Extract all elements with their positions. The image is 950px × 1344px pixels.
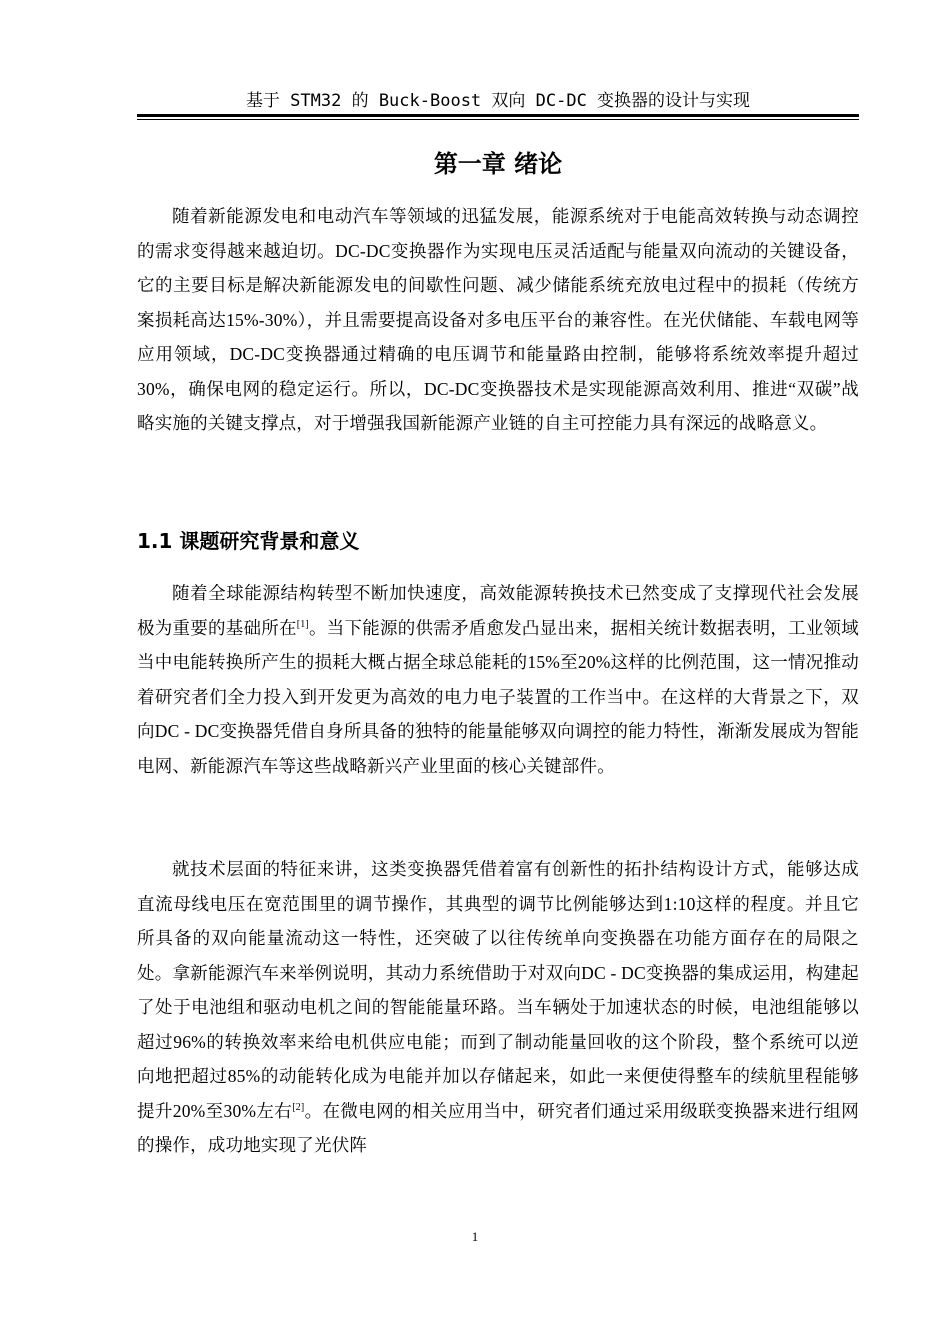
chapter-title: 第一章 绪论 (433, 150, 563, 178)
paragraph (137, 576, 859, 783)
citation-link[interactable]: [2] (292, 1101, 305, 1113)
paragraph (137, 852, 859, 1163)
citation-link[interactable]: [1] (296, 618, 309, 630)
section-1-1-paragraph-2 (137, 852, 859, 1163)
paragraph-text: 随着全球能源结构转型不断加快速度，高效能源转换技术已然变成了支撑现代社会发展极为重要的基础所在 (137, 583, 859, 638)
intro-paragraph: 随着新能源发电和电动汽车等领域的迅猛发展，能源系统对于电能高效转换与动态调控的需求变得越来越迫切。DC-DC变换器作为实现电压灵活适配与能量双向流动的关键设备，它的主要目标是解决新能源发电的间歇性问题、减少储能系统充放电过程中的损耗（传统方案损耗高达15%-30%），并且需要提高设备对多电压平台的兼容性。在光伏储能、车载电网等应用领域，DC-DC变换器通过精确的电压调节和能量路由控制，能够将系统效率提升超过30%，确保电网的稳定运行。所以，DC-DC变换器技术是实现能源高效利用、推进“双碳”战略实施的关键支撑点，对于增强我国新能源产业链的自主可控能力具有深远的战略意义。 (137, 206, 859, 433)
header-rule-thin (137, 119, 859, 120)
paragraph-text: 。在微电网的相关应用当中，研究者们通过采用级联变换器来进行组网的操作，成功地实现了光伏阵 (137, 1100, 860, 1155)
paragraph-text: 就技术层面的特征来讲，这类变换器凭借着富有创新性的拓扑结构设计方式，能够达成直流母线电压在宽范围里的调节操作，其典型的调节比例能够达到1:10这样的程度。并且它所具备的双向能量流动这一特性，还突破了以往传统单向变换器在功能方面存在的局限之处。拿新能源汽车来举例说明，其动力系统借助于对双向DC - DC变换器的集成运用，构建起了处于电池组和驱动电机之间的智能能量环路。当车辆处于加速状态的时候，电池组能够以超过96%的转换效率来给电机供应电能；而到了制动能量回收的这个阶段，整个系统可以逆向地把超过85%的动能转化成为电能并加以存储起来，如此一来便使得整车的续航里程能够提升20%至30%左右 (137, 859, 859, 1121)
chapter-intro (137, 199, 859, 441)
section-1-1-paragraph-1 (137, 576, 859, 783)
header-rule-thick (137, 114, 859, 117)
paragraph-text: 。当下能源的供需矛盾愈发凸显出来，据相关统计数据表明，工业领域当中电能转换所产生的损耗大概占据全球总能耗的15%至20%这样的比例范围，这一情况推动着研究者们全力投入到开发更为高效的电力电子装置的工作当中。在这样的大背景之下，双向DC - DC变换器凭借自身所具备的独特的能量能够双向调控的能力特性，渐渐发展成为智能电网、新能源汽车等这些战略新兴产业里面的核心关键部件。 (137, 617, 859, 776)
running-header: 基于 STM32 的 Buck-Boost 双向 DC-DC 变换器的设计与实现 (245, 91, 751, 111)
section-heading-1-1: 1.1 课题研究背景和意义 (137, 529, 360, 553)
page-number: 1 (471, 1229, 479, 1244)
